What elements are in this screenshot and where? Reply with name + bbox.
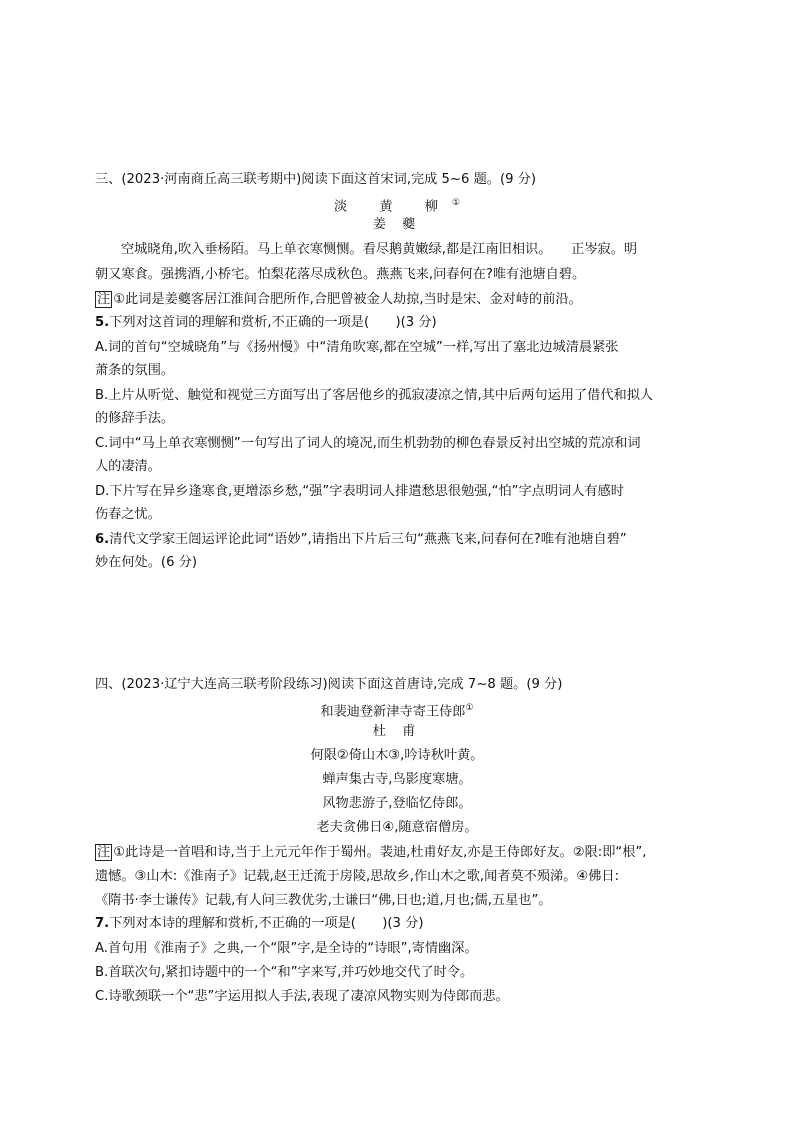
poem-line-3: 风物悲游子,登临忆侍郎。 — [322, 796, 472, 811]
section4-poem-title — [0, 698, 794, 722]
question-7 — [95, 914, 423, 934]
question-5 — [95, 313, 437, 333]
q5-option-b-line1: B.上片从听觉、触觉和视觉三方面写出了客居他乡的孤寂凄凉之情,其中后两句运用了借代和拟人 — [95, 388, 654, 403]
q5-option-c-line1: C.词中“马上单衣寒恻恻”一句写出了词人的境况,而生机勃勃的柳色春景反衬出空城的荒凉和词 — [95, 436, 641, 451]
poem-line-2: 蝉声集古寺,鸟影度寒塘。 — [322, 772, 472, 787]
question-5-number: 5. — [95, 315, 110, 330]
question-7-number: 7. — [95, 916, 110, 931]
q5-option-b-line2: 的修辞手法。 — [95, 411, 175, 426]
question-6-number: 6. — [95, 532, 110, 547]
q7-option-b: B.首联次句,紧扣诗题中的一个“和”字来写,并巧妙地交代了时令。 — [95, 965, 474, 980]
title-footnote: ① — [451, 198, 461, 208]
section3-header: 三、(2023·河南商丘高三联考期中)阅读下面这首宋词,完成 5~6 题。(9 分) — [95, 172, 537, 187]
section3-poem-line-2: 朝又寒食。强携酒,小桥宅。怕梨花落尽成秋色。燕燕飞来,问春何在?唯有池塘自碧。 — [95, 267, 586, 282]
title-footnote: ① — [465, 703, 474, 713]
question-7-text: 下列对本诗的理解和赏析,不正确的一项是( )(3 分) — [109, 916, 424, 931]
question-6-text: 清代文学家王闿运评论此词“语妙”,请指出下片后三句“燕燕飞来,问春何在?唯有池塘自碧” — [109, 532, 627, 547]
q5-option-a-line1: A.词的首句“空城晓角”与《扬州慢》中“清角吹寒,都在空城”一样,写出了塞北边城清晨紧张 — [95, 340, 619, 355]
poem-title-text: 和裴迪登新津寺寄王侍郎 — [320, 704, 466, 720]
question-6-line2: 妙在何处。(6 分) — [95, 555, 197, 570]
q5-option-d-line2: 伤春之忧。 — [95, 507, 161, 522]
note-text: ①此词是姜夔客居江淮间合肥所作,合肥曾被金人劫掠,当时是宋、金对峙的前沿。 — [113, 292, 582, 307]
q5-option-a-line2: 萧条的氛围。 — [95, 363, 175, 378]
note-line-2: 遗憾。③山木:《淮南子》记载,赵王迁流于房陵,思故乡,作山木之歌,闻者莫不殒涕。④佛日: — [95, 869, 620, 884]
q7-option-a: A.首句用《淮南子》之典,一个“限”字,是全诗的“诗眼”,寄情幽深。 — [95, 941, 478, 956]
poem-line-4: 老夫贪佛日④,随意宿僧房。 — [316, 820, 478, 835]
q5-option-c-line2: 人的凄清。 — [95, 459, 161, 474]
section3-poem-line-1: 空城晓角,吹入垂杨陌。马上单衣寒恻恻。看尽鹅黄嫩绿,都是江南旧相识。 正岑寂。明 — [121, 242, 638, 257]
poem-title-text: 淡 黄 柳 — [333, 199, 452, 215]
note-line-1: ①此诗是一首唱和诗,当于上元元年作于蜀州。裴迪,杜甫好友,亦是王侍郎好友。②限:即“根”, — [113, 845, 647, 860]
section4-author: 杜 甫 — [372, 724, 422, 739]
section4-header: 四、(2023·辽宁大连高三联考阶段练习)阅读下面这首唐诗,完成 7~8 题。(9 分) — [95, 677, 563, 692]
note-label: 注 — [97, 292, 111, 307]
section3-poem-title — [0, 193, 794, 217]
q5-option-d-line1: D.下片写在异乡逢寒食,更增添乡愁,“强”字表明词人排遣愁思很勉强,“怕”字点明词人有感时 — [95, 484, 624, 499]
note-label: 注 — [97, 845, 111, 860]
note-line-3: 《隋书·李士谦传》记载,有人问三教优劣,士谦曰“佛,日也;道,月也;儒,五星也”。 — [95, 893, 552, 908]
question-5-text: 下列对这首词的理解和赏析,不正确的一项是( )(3 分) — [109, 315, 437, 330]
section4-note — [95, 843, 646, 863]
poem-line-1: 何限②倚山木③,吟诗秋叶黄。 — [310, 748, 484, 763]
section3-note — [95, 290, 582, 310]
section3-author: 姜 夔 — [372, 217, 422, 232]
q7-option-c: C.诗歌颈联一个“悲”字运用拟人手法,表现了凄凉风物实则为侍郎而悲。 — [95, 989, 509, 1004]
question-6 — [95, 530, 627, 550]
